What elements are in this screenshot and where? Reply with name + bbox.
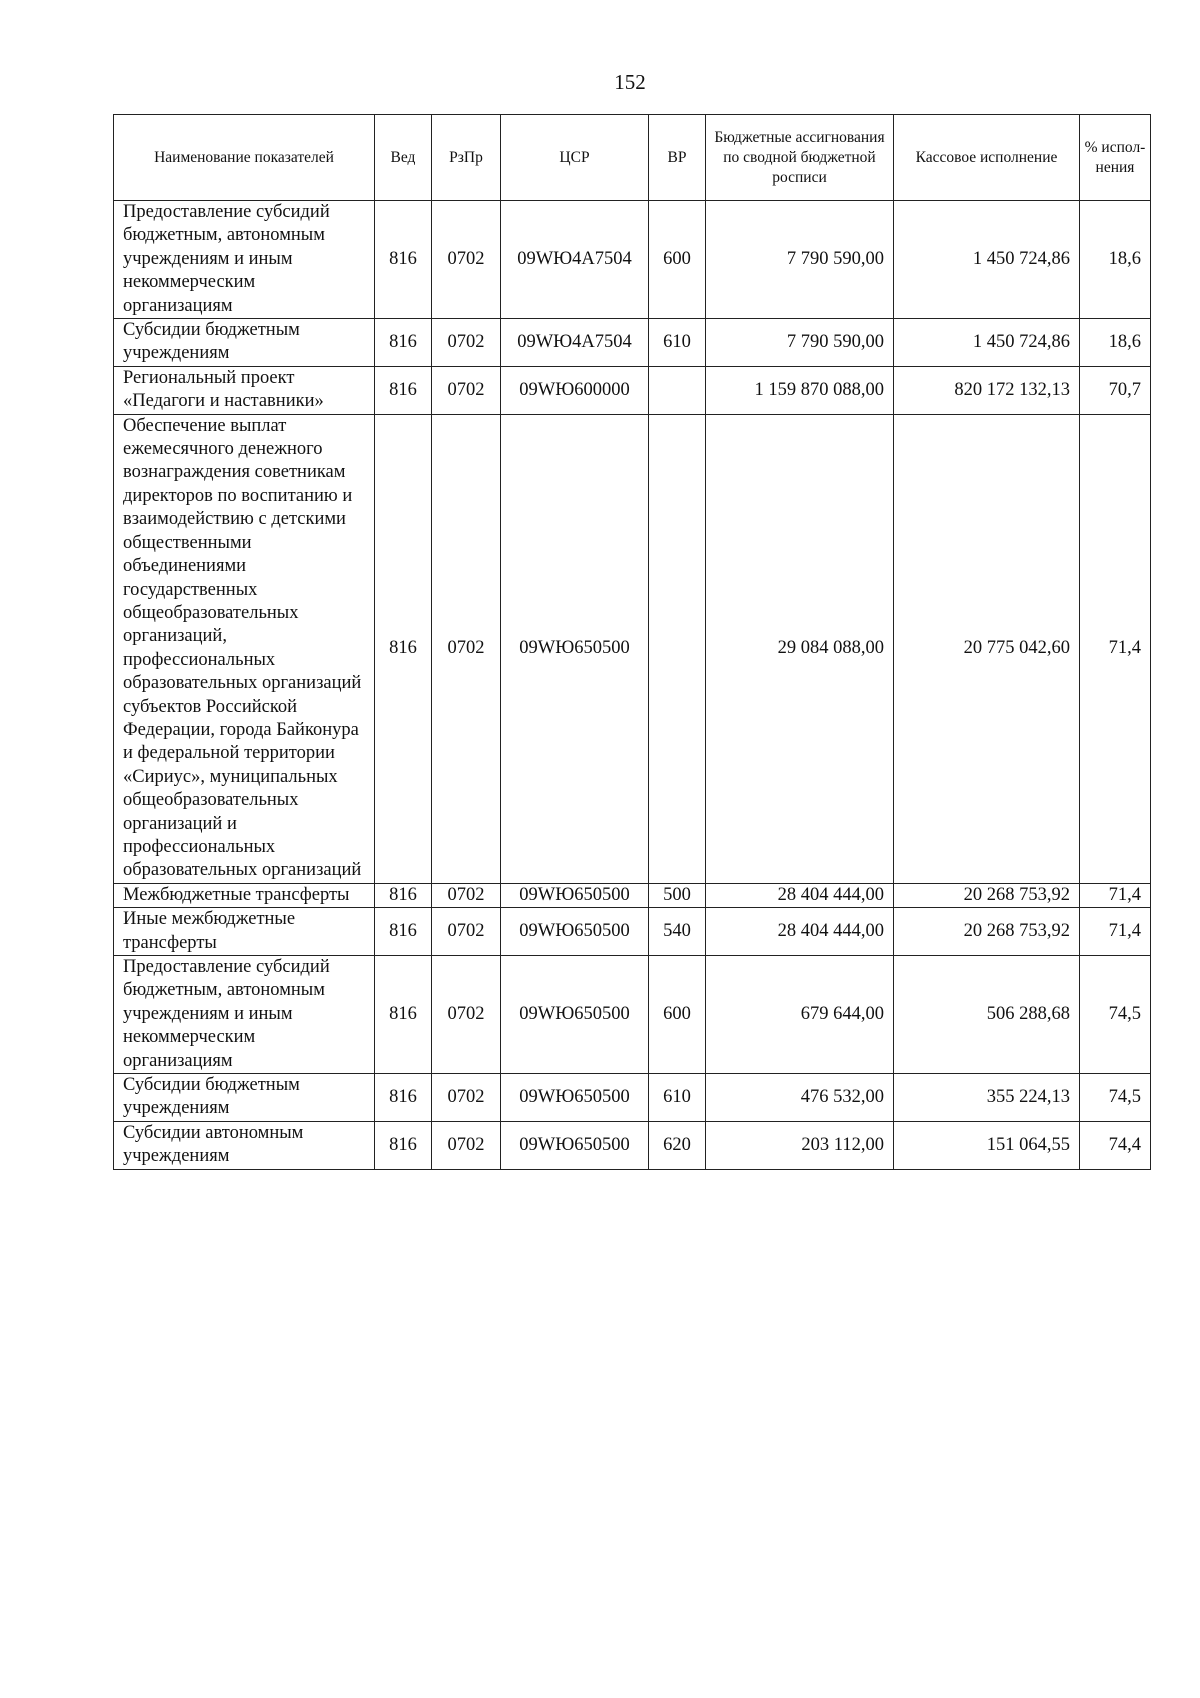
row-rzpr: 0702 (432, 883, 501, 907)
row-percent: 74,5 (1080, 1074, 1151, 1122)
row-assignments: 203 112,00 (706, 1121, 894, 1169)
row-name: Иные межбюджетные трансферты (114, 908, 375, 956)
row-ved: 816 (375, 908, 432, 956)
header-rzpr: РзПр (432, 115, 501, 201)
row-assignments: 28 404 444,00 (706, 908, 894, 956)
table-row (114, 1074, 1151, 1122)
row-ved: 816 (375, 319, 432, 367)
row-vr: 600 (649, 201, 706, 319)
row-name: Региональный проект «Педагоги и наставники» (114, 366, 375, 414)
row-assignments: 7 790 590,00 (706, 319, 894, 367)
table-row (114, 1121, 1151, 1169)
table-row (114, 956, 1151, 1074)
row-name: Субсидии автономным учреждениям (114, 1121, 375, 1169)
row-ved: 816 (375, 1121, 432, 1169)
row-cash: 1 450 724,86 (894, 319, 1080, 367)
row-percent: 74,4 (1080, 1121, 1151, 1169)
row-name: Субсидии бюджетным учреждениям (114, 1074, 375, 1122)
row-assignments: 7 790 590,00 (706, 201, 894, 319)
row-vr: 610 (649, 319, 706, 367)
header-assignments: Бюджетные ассигнования по сводной бюджетной росписи (706, 115, 894, 201)
budget-execution-table (113, 114, 1151, 1170)
row-vr: 500 (649, 883, 706, 907)
table-row (114, 883, 1151, 907)
row-rzpr: 0702 (432, 201, 501, 319)
row-csr: 09WЮ650500 (501, 1121, 649, 1169)
row-csr: 09WЮ650500 (501, 956, 649, 1074)
table-header-row (114, 115, 1151, 201)
table-row (114, 201, 1151, 319)
row-cash: 20 268 753,92 (894, 908, 1080, 956)
row-ved: 816 (375, 366, 432, 414)
row-name: Обеспечение выплат ежемесячного денежного вознаграждения советникам директоров по воспитанию и взаимодействию с детскими общественными объединениями государственных общеобразовательных организаций, профессиональных образовательных организаций субъектов Российской Федерации, города Байконура и федеральной территории «Сириус», муниципальных общеобразовательных организаций и профессиональных образовательных организаций (114, 414, 375, 883)
row-name: Субсидии бюджетным учреждениям (114, 319, 375, 367)
row-csr: 09WЮ4А7504 (501, 201, 649, 319)
header-cash: Кассовое исполнение (894, 115, 1080, 201)
table-row (114, 414, 1151, 883)
row-rzpr: 0702 (432, 366, 501, 414)
row-csr: 09WЮ600000 (501, 366, 649, 414)
row-csr: 09WЮ4А7504 (501, 319, 649, 367)
row-percent: 18,6 (1080, 319, 1151, 367)
row-csr: 09WЮ650500 (501, 1074, 649, 1122)
row-percent: 74,5 (1080, 956, 1151, 1074)
row-ved: 816 (375, 1074, 432, 1122)
row-name: Предоставление субсидий бюджетным, автономным учреждениям и иным некоммерческим организациям (114, 956, 375, 1074)
row-assignments: 679 644,00 (706, 956, 894, 1074)
row-ved: 816 (375, 414, 432, 883)
table-row (114, 319, 1151, 367)
row-cash: 20 775 042,60 (894, 414, 1080, 883)
row-rzpr: 0702 (432, 956, 501, 1074)
row-rzpr: 0702 (432, 1121, 501, 1169)
row-cash: 20 268 753,92 (894, 883, 1080, 907)
row-cash: 355 224,13 (894, 1074, 1080, 1122)
header-name: Наименование показателей (114, 115, 375, 201)
row-rzpr: 0702 (432, 908, 501, 956)
row-vr: 600 (649, 956, 706, 1074)
row-assignments: 1 159 870 088,00 (706, 366, 894, 414)
row-vr (649, 366, 706, 414)
table-row (114, 366, 1151, 414)
header-csr: ЦСР (501, 115, 649, 201)
header-vr: ВР (649, 115, 706, 201)
row-percent: 71,4 (1080, 414, 1151, 883)
row-cash: 820 172 132,13 (894, 366, 1080, 414)
row-name: Межбюджетные трансферты (114, 883, 375, 907)
row-csr: 09WЮ650500 (501, 883, 649, 907)
row-cash: 151 064,55 (894, 1121, 1080, 1169)
row-name: Предоставление субсидий бюджетным, автономным учреждениям и иным некоммерческим организациям (114, 201, 375, 319)
row-csr: 09WЮ650500 (501, 908, 649, 956)
row-cash: 1 450 724,86 (894, 201, 1080, 319)
row-ved: 816 (375, 201, 432, 319)
row-percent: 71,4 (1080, 908, 1151, 956)
row-assignments: 29 084 088,00 (706, 414, 894, 883)
row-percent: 71,4 (1080, 883, 1151, 907)
row-rzpr: 0702 (432, 1074, 501, 1122)
header-ved: Вед (375, 115, 432, 201)
table-row (114, 908, 1151, 956)
row-ved: 816 (375, 956, 432, 1074)
row-csr: 09WЮ650500 (501, 414, 649, 883)
row-ved: 816 (375, 883, 432, 907)
row-vr: 610 (649, 1074, 706, 1122)
header-percent: % испол-нения (1080, 115, 1151, 201)
row-vr: 620 (649, 1121, 706, 1169)
page-number: 152 (614, 70, 646, 94)
row-vr: 540 (649, 908, 706, 956)
row-assignments: 476 532,00 (706, 1074, 894, 1122)
row-vr (649, 414, 706, 883)
row-rzpr: 0702 (432, 414, 501, 883)
row-assignments: 28 404 444,00 (706, 883, 894, 907)
row-rzpr: 0702 (432, 319, 501, 367)
row-percent: 18,6 (1080, 201, 1151, 319)
row-percent: 70,7 (1080, 366, 1151, 414)
row-cash: 506 288,68 (894, 956, 1080, 1074)
